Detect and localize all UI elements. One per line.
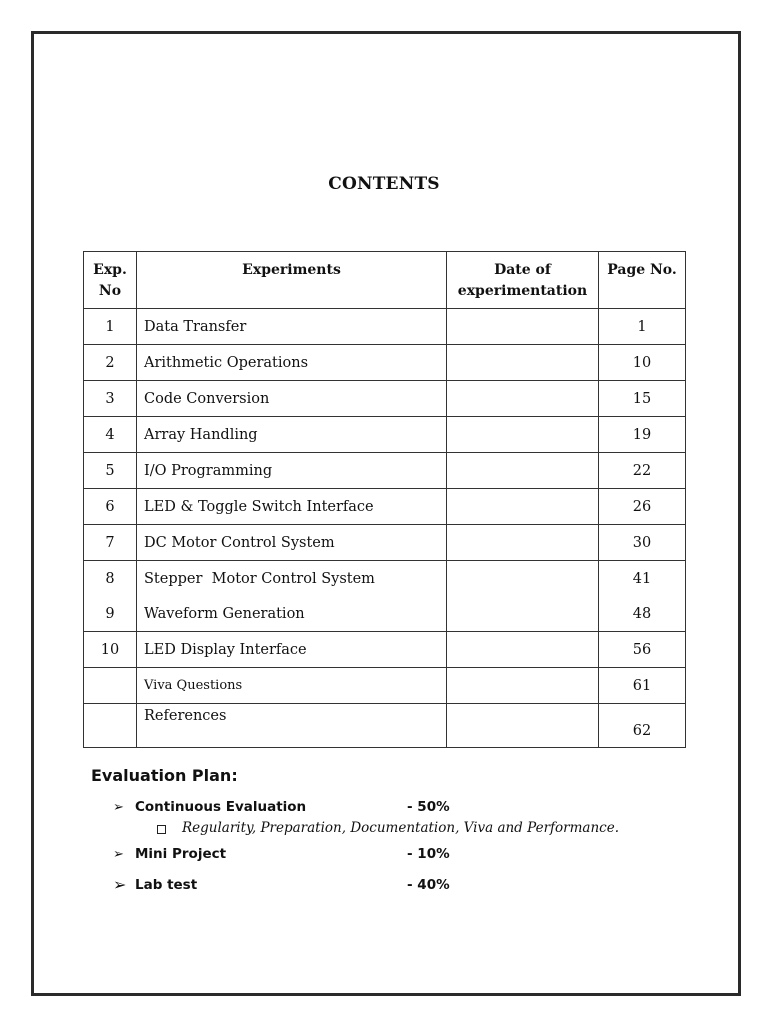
exp-no: 2 (84, 345, 137, 381)
contents-table (83, 251, 686, 748)
page-no: 26 (599, 489, 686, 525)
evaluation-item (113, 846, 450, 862)
page-no: 41 (632, 570, 652, 587)
experiment-date (447, 525, 599, 561)
table-row (84, 309, 686, 345)
exp-no: 3 (84, 381, 137, 417)
page-title: CONTENTS (328, 174, 440, 194)
header-exp-no: Exp. No (84, 252, 137, 309)
experiment-date-cell (447, 561, 599, 632)
evaluation-item-label: Continuous Evaluation (135, 799, 307, 815)
exp-no: 6 (84, 489, 137, 525)
table-row (84, 489, 686, 525)
evaluation-item-value: - 50% (407, 799, 450, 815)
page-no: 56 (599, 632, 686, 668)
exp-no: 9 (105, 605, 115, 622)
table-row (84, 453, 686, 489)
experiment-date (447, 345, 599, 381)
exp-no: 10 (84, 632, 137, 668)
experiment-name: LED & Toggle Switch Interface (137, 489, 447, 525)
experiment-date (447, 489, 599, 525)
experiment-date (447, 632, 599, 668)
evaluation-plan-title: Evaluation Plan: (91, 766, 238, 785)
table-row-merged (84, 561, 686, 632)
table-row (84, 704, 686, 748)
experiment-name: Viva Questions (137, 668, 447, 704)
experiment-date (447, 417, 599, 453)
experiment-name: Code Conversion (137, 381, 447, 417)
exp-no (84, 704, 137, 748)
page-no: 22 (599, 453, 686, 489)
evaluation-sub-item-text: Regularity, Preparation, Documentation, Viva and Performance. (182, 820, 620, 836)
page-no: 62 (599, 704, 686, 748)
square-bullet-icon (157, 825, 166, 834)
experiment-name: Waveform Generation (144, 605, 305, 622)
page-no-cell (599, 561, 686, 632)
table-row (84, 381, 686, 417)
experiment-date (447, 704, 599, 748)
exp-no: 7 (84, 525, 137, 561)
experiment-date (447, 381, 599, 417)
table-row (84, 417, 686, 453)
arrow-bullet-icon: ➢ (113, 799, 124, 815)
header-page-no: Page No. (599, 252, 686, 309)
page-no: 19 (599, 417, 686, 453)
table-row (84, 668, 686, 704)
evaluation-item-value: - 40% (407, 876, 450, 893)
table-row (84, 525, 686, 561)
experiment-name: DC Motor Control System (137, 525, 447, 561)
experiment-name: LED Display Interface (137, 632, 447, 668)
arrow-bullet-icon: ➢ (113, 875, 127, 894)
header-date: Date of experimentation (447, 252, 599, 309)
page-no: 48 (632, 605, 652, 622)
table-header-row (84, 252, 686, 309)
experiment-date (447, 453, 599, 489)
arrow-bullet-icon: ➢ (113, 846, 124, 862)
table-row (84, 632, 686, 668)
header-experiments: Experiments (137, 252, 447, 309)
table-row (84, 345, 686, 381)
exp-no: 8 (105, 570, 115, 587)
experiment-name: Arithmetic Operations (137, 345, 447, 381)
experiment-name: Stepper Motor Control System (144, 570, 375, 587)
page-no: 15 (599, 381, 686, 417)
experiment-name: Array Handling (137, 417, 447, 453)
evaluation-item (113, 799, 450, 815)
page-no: 1 (599, 309, 686, 345)
evaluation-item (113, 875, 450, 894)
experiment-name: I/O Programming (137, 453, 447, 489)
evaluation-item-value: - 10% (407, 846, 450, 862)
experiment-name: References (137, 704, 447, 748)
page-no: 61 (599, 668, 686, 704)
page-no: 30 (599, 525, 686, 561)
exp-no-cell (84, 561, 137, 632)
exp-no (84, 668, 137, 704)
exp-no: 4 (84, 417, 137, 453)
exp-no: 5 (84, 453, 137, 489)
experiment-name: Data Transfer (137, 309, 447, 345)
evaluation-sub-item (157, 820, 619, 836)
exp-no: 1 (84, 309, 137, 345)
experiment-date (447, 309, 599, 345)
page-no: 10 (599, 345, 686, 381)
experiment-date (447, 668, 599, 704)
evaluation-item-label: Lab test (135, 876, 198, 893)
evaluation-item-label: Mini Project (135, 846, 227, 862)
experiment-name-cell (137, 561, 447, 632)
